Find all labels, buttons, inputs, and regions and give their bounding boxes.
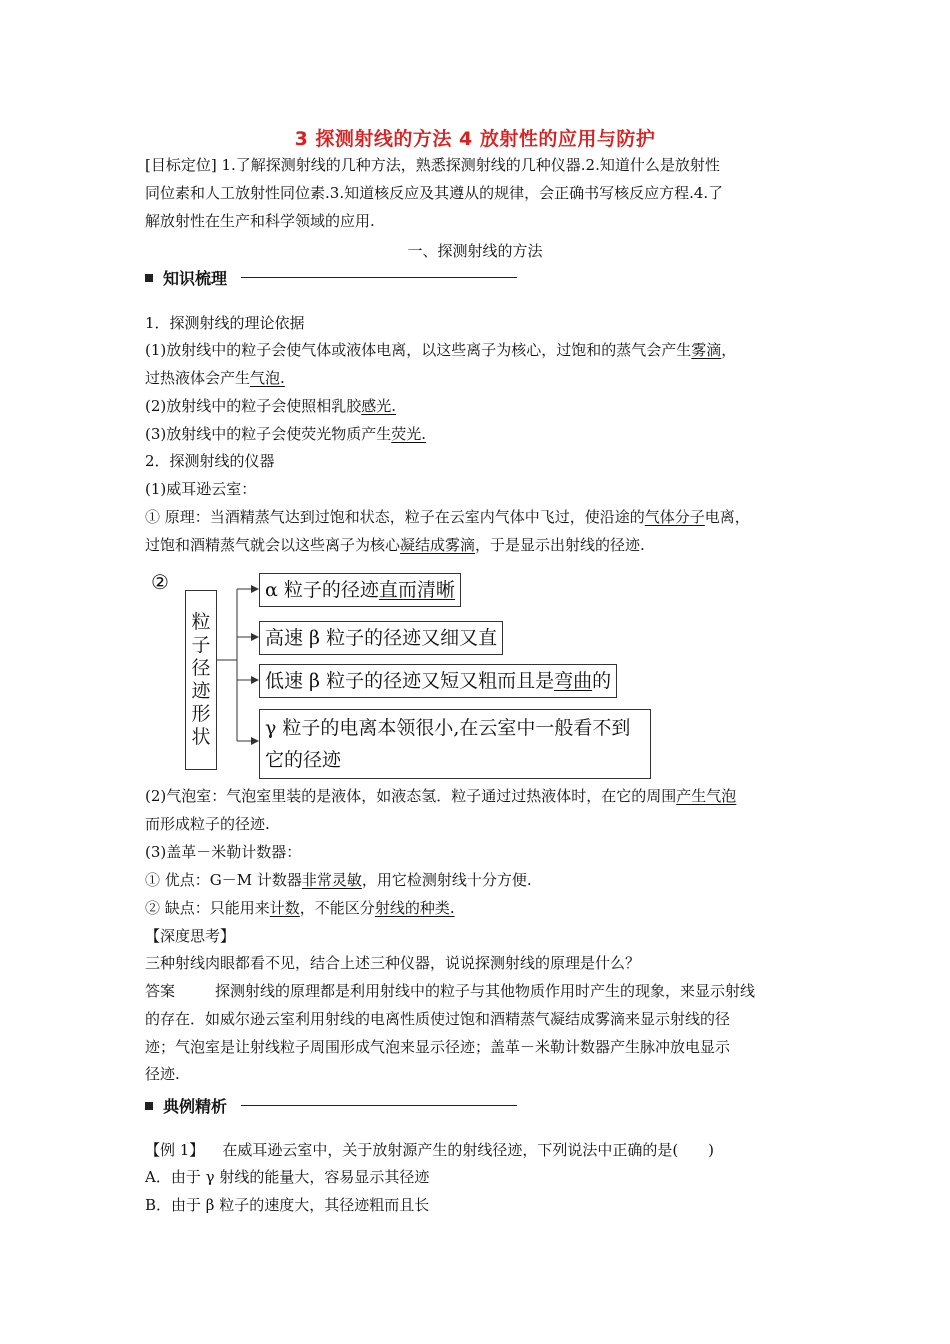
answer-underline: 荧光. [391, 425, 427, 443]
wilson-heading: (1)威耳逊云室： [145, 480, 257, 498]
example-label: 【例 1】 [145, 1141, 205, 1159]
branch-gamma: γ 粒子的电离本领很小,在云室中一般看不到它的径迹 [259, 709, 651, 779]
theory-item-1b: 过热液体会产生气泡. [145, 369, 285, 387]
gm-advantage: ① 优点：G－M 计数器非常灵敏，用它检测射线十分方便. [145, 871, 532, 889]
answer-underline: 气体分子 [644, 508, 705, 526]
answer-label: 答案 [145, 982, 176, 1000]
section-rule [241, 1105, 517, 1106]
principle-line-1: ① 原理：当酒精蒸气达到过饱和状态，粒子在云室内气体中飞过，使沿途的气体分子电离， [145, 508, 750, 526]
theory-item-2: (2)放射线中的粒子会使照相乳胶感光. [145, 397, 397, 415]
section-rule [241, 277, 517, 278]
answer-underline: 气泡. [250, 369, 285, 387]
objective-line-3: 解放射性在生产和科学领域的应用. [145, 212, 375, 230]
example-option-b: B．由于 β 粒子的速度大，其径迹粗而且长 [145, 1196, 430, 1214]
principle-line-2: 过饱和酒精蒸气就会以这些离子为核心凝结成雾滴，于是显示出射线的径迹. [145, 536, 645, 554]
answer-underline: 直而清晰 [378, 579, 455, 601]
section-title: 典例精析 [163, 1097, 228, 1116]
circled-number: ② [151, 570, 169, 594]
instruments-heading: 2．探测射线的仪器 [145, 452, 275, 470]
part-title: 一、探测射线的方法 [407, 242, 543, 260]
bubble-line-2: 而形成粒子的径迹. [145, 815, 270, 833]
answer-underline: 计数 [269, 899, 300, 917]
answer-line-3: 迹；气泡室是让射线粒子周围形成气泡来显示径迹；盖革－米勒计数器产生脉冲放电显示 [145, 1038, 731, 1056]
answer-underline: 雾滴 [691, 341, 722, 359]
answer-underline: 凝结成雾滴 [400, 536, 476, 554]
section-title: 知识梳理 [163, 269, 228, 288]
square-bullet-icon [145, 1102, 153, 1110]
answer-line-1: 答案 探测射线的原理都是利用射线中的粒子与其他物质作用时产生的现象，来显示射线 [145, 982, 756, 1000]
answer-underline: 射线的种类. [374, 899, 455, 917]
theory-item-3: (3)放射线中的粒子会使荧光物质产生荧光. [145, 425, 427, 443]
answer-underline: 感光. [361, 397, 397, 415]
section-header-examples [145, 1094, 517, 1117]
gm-disadvantage: ② 缺点：只能用来计数，不能区分射线的种类. [145, 899, 455, 917]
gm-heading: (3)盖革－米勒计数器： [145, 843, 302, 861]
answer-underline: 弯曲 [554, 670, 593, 692]
answer-underline: 非常灵敏 [301, 871, 362, 889]
example-question: 【例 1】 在威耳逊云室中，关于放射源产生的射线径迹，下列说法中正确的是( ) [145, 1141, 715, 1159]
track-shape-diagram [145, 568, 665, 788]
objective-line-1: [目标定位] 1.了解探测射线的几种方法，熟悉探测射线的几种仪器.2.知道什么是放射性 [145, 156, 720, 174]
square-bullet-icon [145, 274, 153, 282]
branch-fast-beta: 高速 β 粒子的径迹又细又直 [259, 621, 503, 655]
answer-line-2: 的存在．如威尔逊云室利用射线的电离性质使过饱和酒精蒸气凝结成雾滴来显示射线的径 [145, 1010, 731, 1028]
theory-heading: 1．探测射线的理论依据 [145, 314, 305, 332]
objective-line-2: 同位素和人工放射性同位素.3.知道核反应及其遵从的规律，会正确书写核反应方程.4.了 [145, 184, 724, 202]
theory-item-1a: (1)放射线中的粒子会使气体或液体电离，以这些离子为核心，过饱和的蒸气会产生雾滴， [145, 341, 737, 359]
diagram-root-label: 粒子径迹形状 [191, 611, 211, 748]
section-header-knowledge [145, 266, 517, 289]
bubble-line-1: (2)气泡室：气泡室里装的是液体，如液态氢．粒子通过过热液体时，在它的周围产生气泡 [145, 787, 737, 805]
answer-underline: 产生气泡 [676, 787, 737, 805]
branch-slow-beta: 低速 β 粒子的径迹又短又粗而且是弯曲的 [259, 664, 617, 698]
page-title: 3 探测射线的方法 4 放射性的应用与防护 [294, 128, 656, 150]
deep-thinking-heading: 【深度思考】 [145, 927, 236, 945]
deep-question: 三种射线肉眼都看不见，结合上述三种仪器，说说探测射线的原理是什么？ [145, 954, 641, 972]
branch-alpha: α 粒子的径迹直而清晰 [259, 573, 461, 607]
example-option-a: A．由于 γ 射线的能量大，容易显示其径迹 [145, 1168, 430, 1186]
answer-line-4: 径迹. [145, 1065, 180, 1083]
